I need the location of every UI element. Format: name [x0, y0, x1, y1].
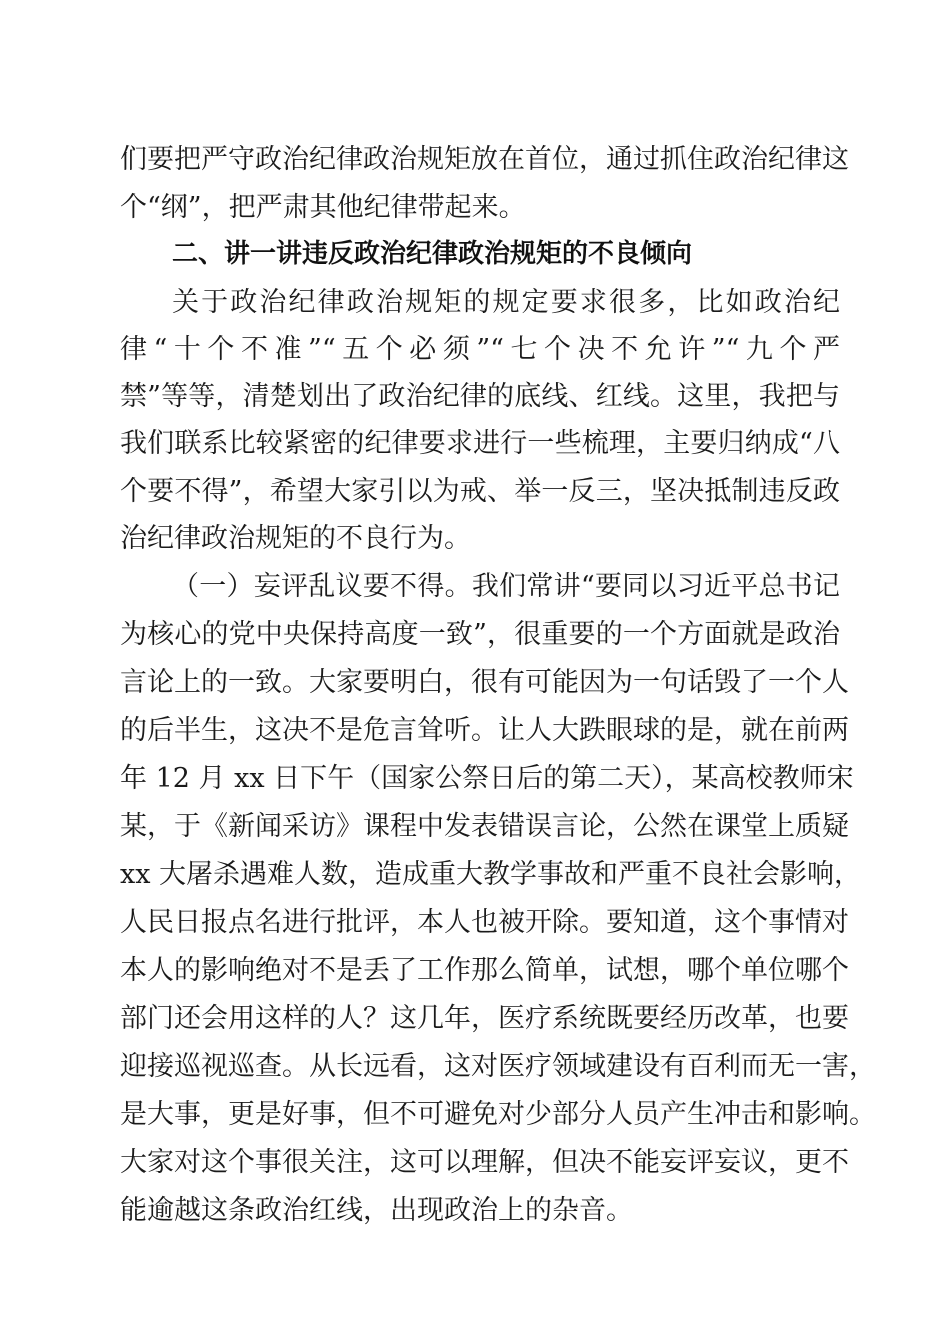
body-text-line: 们要把严守政治纪律政治规矩放在首位，通过抓住政治纪律这 — [120, 144, 849, 175]
section-heading: 二、讲一讲违反政治纪律政治规矩的不良倾向 — [172, 239, 693, 269]
body-text-line: 本人的影响绝对不是丢了工作那么简单，试想，哪个单位哪个 — [120, 955, 849, 986]
body-text-line: 律“十个不准”“五个必须”“七个决不允许”“九个严 — [120, 334, 840, 365]
paragraph-first-line: （一）妄评乱议要不得。我们常讲“要同以习近平总书记 — [172, 571, 840, 602]
body-text-line: 迎接巡视巡查。从长远看，这对医疗领域建设有百利而无一害， — [120, 1051, 876, 1082]
body-text-line: 是大事，更是好事，但不可避免对少部分人员产生冲击和影响。 — [120, 1099, 876, 1130]
body-text-line: 年 12 月 xx 日下午（国家公祭日后的第二天），某高校教师宋 — [120, 763, 854, 794]
body-text-line: 部门还会用这样的人？这几年，医疗系统既要经历改革，也要 — [120, 1003, 849, 1034]
body-text-line: xx 大屠杀遇难人数，造成重大教学事故和严重不良社会影响， — [120, 859, 862, 890]
body-text-line: 言论上的一致。大家要明白，很有可能因为一句话毁了一个人 — [120, 667, 849, 698]
paragraph-first-line: 关于政治纪律政治规矩的规定要求很多，比如政治纪 — [172, 287, 840, 318]
body-text-line: 个要不得”，希望大家引以为戒、举一反三，坚决抵制违反政 — [120, 476, 840, 507]
body-text-line: 的后半生，这决不是危言耸听。让人大跌眼球的是，就在前两 — [120, 715, 849, 746]
body-text-line: 治纪律政治规矩的不良行为。 — [120, 523, 471, 554]
body-text-line: 人民日报点名进行批评，本人也被开除。要知道，这个事情对 — [120, 907, 849, 938]
body-text-line: 禁”等等，清楚划出了政治纪律的底线、红线。这里，我把与 — [120, 381, 840, 412]
body-text-line: 个“纲”，把严肃其他纪律带起来。 — [120, 192, 526, 223]
body-text-line: 能逾越这条政治红线，出现政治上的杂音。 — [120, 1195, 633, 1226]
body-text-line: 我们联系比较紧密的纪律要求进行一些梳理，主要归纳成“八 — [120, 428, 840, 459]
body-text-line: 某，于《新闻采访》课程中发表错误言论，公然在课堂上质疑 — [120, 811, 849, 842]
body-text-line: 为核心的党中央保持高度一致”，很重要的一个方面就是政治 — [120, 619, 840, 650]
body-text-line: 大家对这个事很关注，这可以理解，但决不能妄评妄议，更不 — [120, 1147, 849, 1178]
